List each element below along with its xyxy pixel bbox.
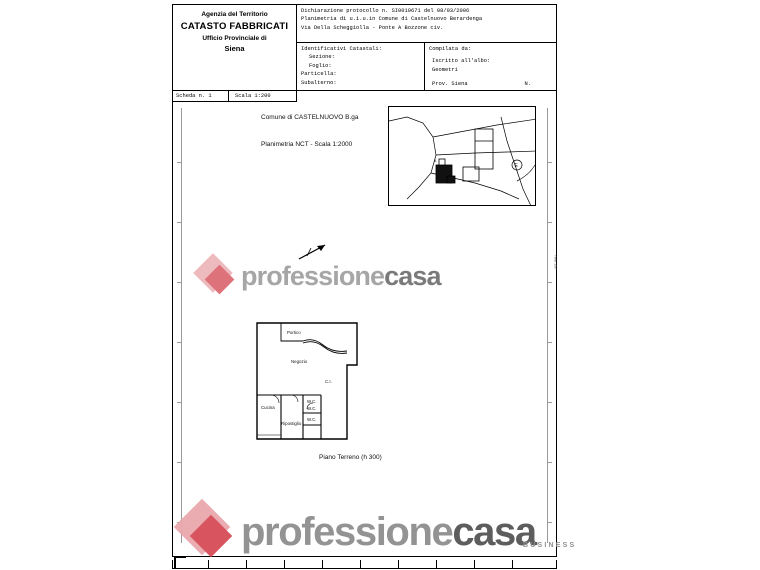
drawing-area	[173, 102, 556, 557]
floor-plan-svg	[251, 317, 431, 449]
room-label-wc-2: W.C.	[307, 406, 317, 411]
room-label-negozio: Negozio	[291, 359, 308, 364]
compiled-row-prov-label: Prov. Siena	[432, 81, 468, 88]
compiled-row-prov-value: N.	[524, 81, 531, 88]
watermark-bottom-part1: professione	[241, 510, 453, 554]
room-label-wc-3: W.C.	[307, 417, 317, 422]
compiled-title: Compilata da:	[429, 46, 472, 52]
header-right	[297, 5, 556, 90]
compiled-by-block	[425, 43, 556, 90]
svg-text:A: A	[434, 159, 437, 163]
scheda-number: Scheda n. 1	[173, 91, 229, 101]
svg-text:E: E	[514, 163, 518, 169]
cadastral-row-foglio: Foglio:	[309, 62, 332, 69]
agency-block	[173, 5, 297, 90]
cadastral-identifiers-block	[297, 43, 425, 90]
scheda-scale: Scala 1:200	[235, 93, 271, 99]
cadastral-title: Identificativi Catastali:	[301, 46, 382, 52]
north-arrow-icon	[297, 242, 331, 262]
agency-line-1: Agenzia del Territorio	[201, 11, 268, 18]
compiled-row-albo: Iscritto all'albo:	[432, 58, 491, 65]
header-lower-row	[297, 43, 556, 90]
compiled-row-geometri: Geometri	[432, 66, 458, 73]
comune-label: Comune di CASTELNUOVO B.ga	[261, 114, 359, 121]
declaration-line-2: Planimetria di u.i.u.in Comune di Castelnuovo Berardenga	[301, 16, 483, 23]
watermark-bottom-subtitle: BUSINESS	[523, 542, 577, 549]
room-label-ripostiglio: Ripostiglio	[281, 421, 302, 426]
cadastral-row-particella: Particella:	[301, 71, 337, 78]
cadastral-row-subalterno: Subalterno:	[301, 79, 337, 86]
floor-plan-drawing	[251, 317, 431, 445]
cadastral-row-sezione: Sezione:	[309, 54, 335, 61]
declaration-block	[297, 5, 556, 43]
registration-corner-mark	[174, 556, 186, 568]
watermark-middle-part2: casa	[384, 260, 441, 291]
scheda-bar	[173, 91, 297, 102]
floor-label: Piano Terreno (h 300)	[319, 454, 382, 461]
agency-line-3: Ufficio Provinciale di	[202, 35, 267, 42]
room-label-cucina: Cucina	[261, 405, 275, 410]
planimetria-label: Planimetria NCT - Scala 1:2000	[261, 141, 353, 148]
room-label-portico: Portico	[287, 330, 301, 335]
sheet-side-note: mm 297	[553, 255, 558, 270]
bottom-scale-strip	[172, 560, 557, 569]
room-label-ci: C.I.	[325, 379, 332, 384]
agency-line-4: Siena	[224, 44, 245, 53]
inset-cadastral-map	[388, 106, 536, 206]
declaration-line-3: Via Della Scheggiolla - Ponte A Bozzone civ.	[301, 24, 444, 31]
agency-line-2: CATASTO FABBRICATI	[180, 21, 289, 32]
inset-map-svg	[389, 107, 536, 206]
declaration-line-1: Dichiarazione protocollo n. SI0019671 del 08/03/2006	[301, 8, 470, 14]
watermark-middle-part1: professione	[241, 260, 385, 291]
room-label-wc-1: W.C.	[307, 399, 317, 404]
watermark-bottom-part2: casa	[452, 510, 536, 554]
cadastral-sheet	[172, 4, 557, 557]
header-table	[173, 5, 556, 91]
